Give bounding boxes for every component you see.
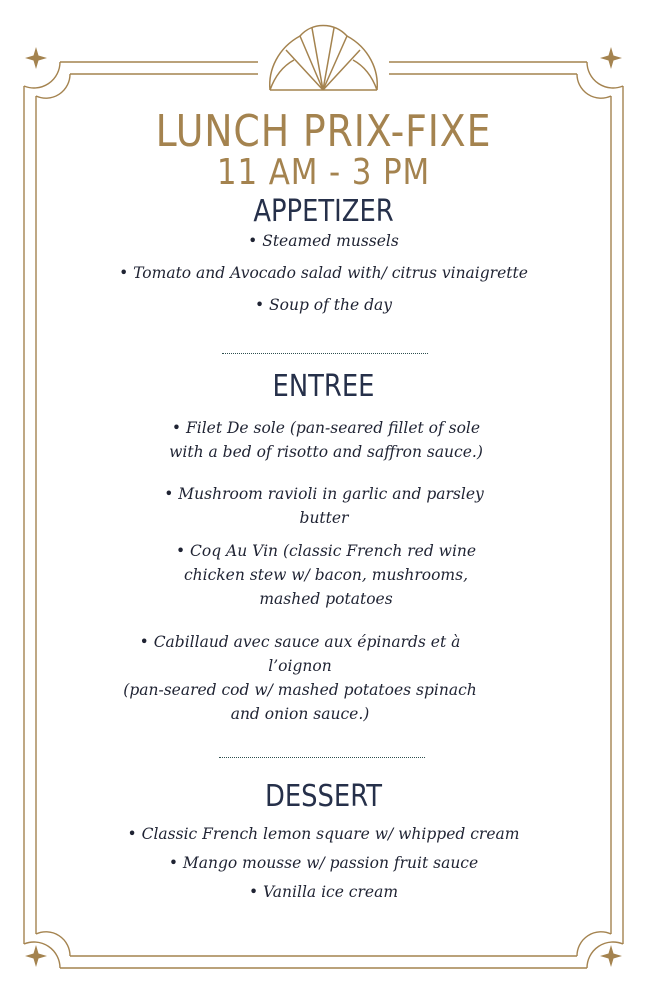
fan-ornament-icon bbox=[270, 26, 378, 91]
entree-item-line: chicken stew w/ bacon, mushrooms, bbox=[183, 566, 469, 584]
entree-item-line: • Cabillaud avec sauce aux épinards et à bbox=[139, 633, 461, 651]
section-divider bbox=[222, 353, 428, 354]
entree-item-line: l’oignon bbox=[268, 657, 332, 675]
appetizer-item: • Soup of the day bbox=[254, 296, 393, 314]
entree-item-line: butter bbox=[299, 509, 349, 527]
entree-item bbox=[146, 539, 506, 611]
section-divider bbox=[219, 757, 425, 758]
dessert-item: • Mango mousse w/ passion fruit sauce bbox=[168, 854, 479, 872]
entree-item-line: • Filet De sole (pan-seared fillet of sole bbox=[171, 419, 481, 437]
entree-item-line: (pan-seared cod w/ mashed potatoes spinach bbox=[123, 681, 477, 699]
entree-item-line: and onion sauce.) bbox=[230, 705, 370, 723]
menu-title: LUNCH PRIX-FIXE bbox=[155, 106, 492, 157]
dessert-heading: DESSERT bbox=[264, 779, 383, 814]
entree-item bbox=[144, 482, 504, 530]
menu-hours: 11 AM - 3 PM bbox=[216, 152, 431, 193]
entree-heading: ENTREE bbox=[272, 369, 375, 404]
entree-item bbox=[100, 630, 500, 726]
entree-item-line: • Mushroom ravioli in garlic and parsley bbox=[164, 485, 484, 503]
entree-item-line: with a bed of risotto and saffron sauce.) bbox=[169, 443, 483, 461]
appetizer-item: • Tomato and Avocado salad with/ citrus vinaigrette bbox=[119, 264, 528, 282]
entree-item bbox=[146, 416, 506, 464]
entree-item-line: mashed potatoes bbox=[259, 590, 393, 608]
entree-item-line: • Coq Au Vin (classic French red wine bbox=[175, 542, 477, 560]
dessert-item: • Vanilla ice cream bbox=[248, 883, 399, 901]
dessert-item: • Classic French lemon square w/ whipped cream bbox=[127, 825, 520, 843]
appetizer-item: • Steamed mussels bbox=[248, 232, 399, 250]
appetizer-heading: APPETIZER bbox=[253, 194, 394, 229]
